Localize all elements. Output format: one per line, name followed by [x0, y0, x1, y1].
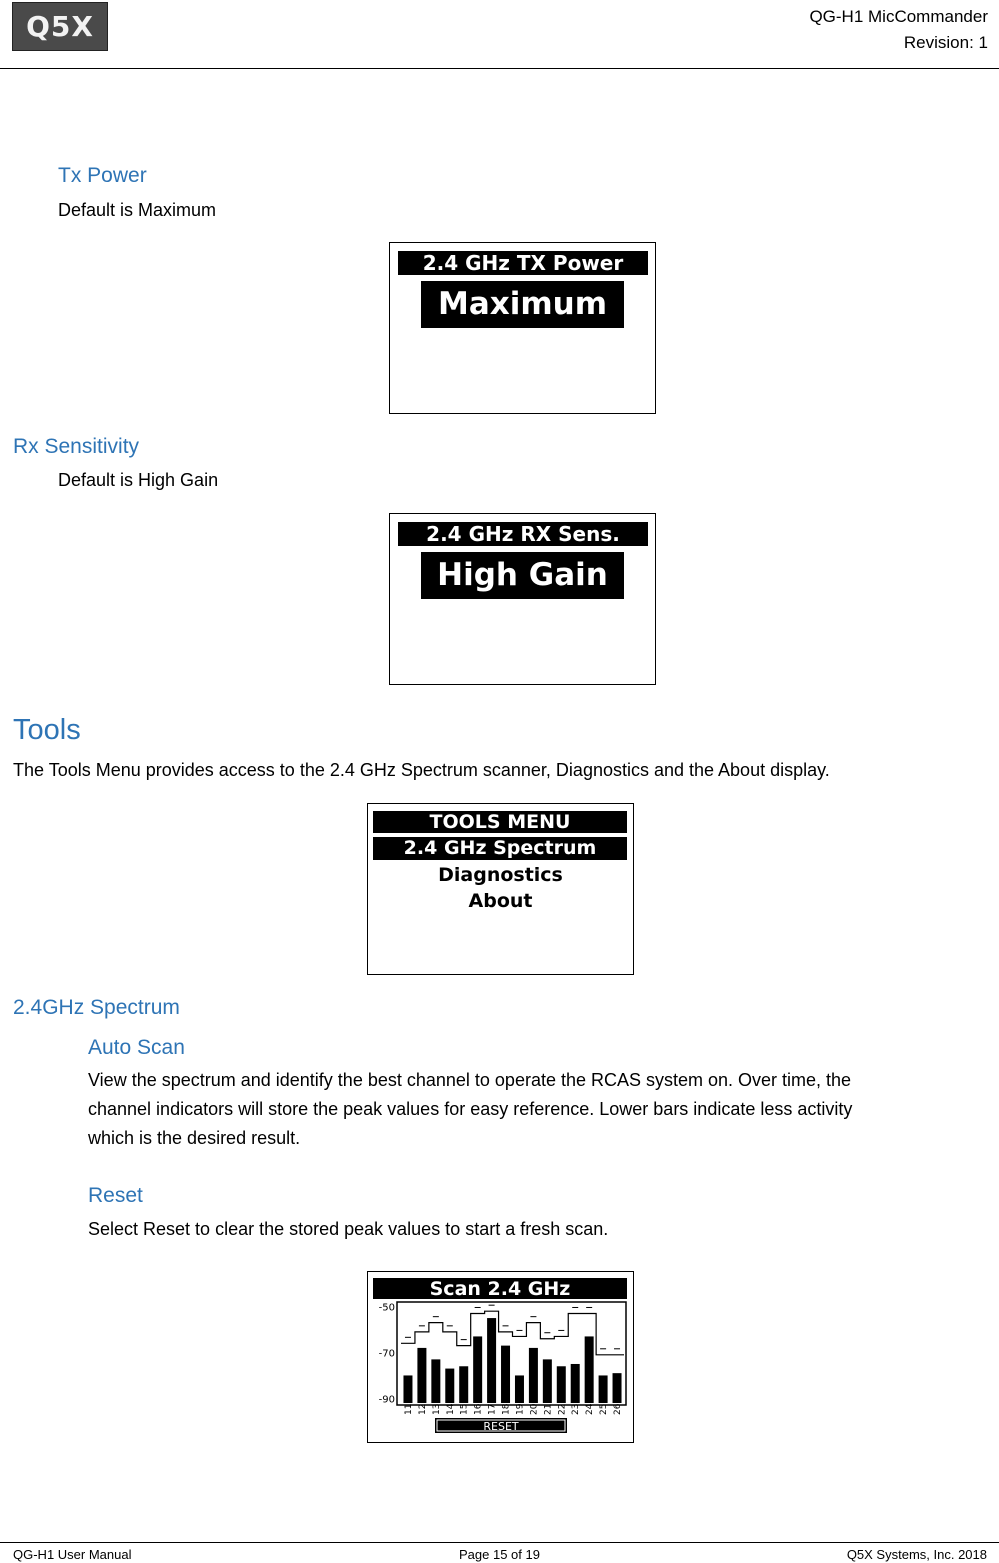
y-tick-label: -50: [378, 1302, 395, 1314]
rx-sens-heading: Rx Sensitivity: [13, 435, 140, 458]
auto-scan-line: channel indicators will store the peak values for easy reference. Lower bars indicate less activity: [88, 1099, 853, 1119]
reset-heading: Reset: [88, 1184, 143, 1207]
x-tick-label-26: 26: [613, 1403, 624, 1415]
x-tick-label-21: 21: [543, 1403, 554, 1415]
spectrum-bar-26: [613, 1373, 622, 1403]
doc-title: QG-H1 MicCommander: [809, 7, 988, 26]
rx-sens-default: Default is High Gain: [58, 470, 219, 490]
reset-text: Select Reset to clear the stored peak values to start a fresh scan.: [88, 1219, 609, 1239]
spectrum-bar-13: [431, 1359, 440, 1403]
x-tick-label-13: 13: [431, 1403, 442, 1415]
x-tick-label-23: 23: [571, 1403, 582, 1415]
x-tick-label-18: 18: [501, 1403, 512, 1415]
logo-text: Q5X: [26, 10, 94, 43]
spectrum-bar-20: [529, 1348, 538, 1403]
auto-scan-line: which is the desired result.: [88, 1128, 301, 1148]
spectrum-bar-17: [487, 1318, 496, 1403]
footer-left: QG-H1 User Manual: [13, 1547, 132, 1562]
footer-center: Page 15 of 19: [459, 1547, 540, 1562]
spectrum-heading: 2.4GHz Spectrum: [13, 996, 180, 1019]
spectrum-bar-16: [473, 1336, 482, 1403]
footer-right: Q5X Systems, Inc. 2018: [846, 1547, 987, 1562]
x-tick-label-17: 17: [487, 1403, 498, 1415]
tools-description: The Tools Menu provides access to the 2.4 GHz Spectrum scanner, Diagnostics and the About display.: [13, 760, 830, 780]
tools-menu-item-about[interactable]: About: [468, 890, 533, 912]
spectrum-bar-14: [445, 1369, 454, 1403]
spectrum-bar-18: [501, 1346, 510, 1403]
tools-heading: Tools: [13, 714, 81, 746]
spectrum-bar-25: [599, 1375, 608, 1403]
spectrum-bar-19: [515, 1375, 524, 1403]
auto-scan-text: [88, 1066, 852, 1153]
y-tick-label: -90: [378, 1394, 395, 1406]
x-tick-label-12: 12: [417, 1403, 428, 1415]
tx-power-screen-title: 2.4 GHz TX Power: [398, 251, 648, 275]
spectrum-bar-24: [585, 1336, 594, 1403]
x-tick-label-15: 15: [459, 1403, 470, 1415]
x-tick-label-16: 16: [473, 1403, 484, 1415]
tools-menu-title: TOOLS MENU: [373, 811, 627, 833]
x-tick-label-14: 14: [445, 1403, 456, 1415]
revision: Revision: 1: [903, 33, 988, 52]
spectrum-bar-21: [543, 1359, 552, 1403]
spectrum-bar-23: [571, 1364, 580, 1403]
x-tick-label-24: 24: [585, 1403, 596, 1415]
spectrum-chart: [368, 1272, 633, 1442]
tx-power-heading: Tx Power: [58, 164, 147, 187]
header-info: [809, 4, 988, 56]
chart-title: Scan 2.4 GHz: [429, 1278, 571, 1300]
x-tick-label-19: 19: [515, 1403, 526, 1415]
x-tick-label-25: 25: [599, 1403, 610, 1415]
footer-rule: [0, 1542, 999, 1543]
rx-sens-screen-value: High Gain: [421, 552, 624, 599]
x-tick-label-22: 22: [557, 1403, 568, 1415]
y-tick-label: -70: [378, 1348, 395, 1360]
spectrum-bar-12: [417, 1348, 426, 1403]
x-tick-label-11: 11: [403, 1403, 414, 1415]
reset-button-label[interactable]: RESET: [483, 1420, 519, 1433]
rx-sens-screen: [389, 513, 656, 685]
company-logo: [12, 2, 108, 51]
tx-power-screen-value: Maximum: [421, 281, 624, 328]
spectrum-bar-22: [557, 1366, 566, 1403]
spectrum-screen: [367, 1271, 634, 1443]
tx-power-default: Default is Maximum: [58, 200, 217, 220]
auto-scan-heading: Auto Scan: [88, 1036, 185, 1059]
tools-menu-item-diagnostics[interactable]: Diagnostics: [438, 864, 563, 886]
spectrum-bar-15: [459, 1366, 468, 1403]
x-tick-label-20: 20: [529, 1403, 540, 1415]
spectrum-bar-11: [403, 1375, 412, 1403]
tools-menu-screen: [367, 803, 634, 975]
header-rule: [0, 68, 999, 69]
tools-menu-item-spectrum[interactable]: 2.4 GHz Spectrum: [373, 837, 627, 860]
tx-power-screen: [389, 242, 656, 414]
auto-scan-line: View the spectrum and identify the best channel to operate the RCAS system on. Over time, the: [88, 1070, 852, 1090]
rx-sens-screen-title: 2.4 GHz RX Sens.: [398, 522, 648, 546]
